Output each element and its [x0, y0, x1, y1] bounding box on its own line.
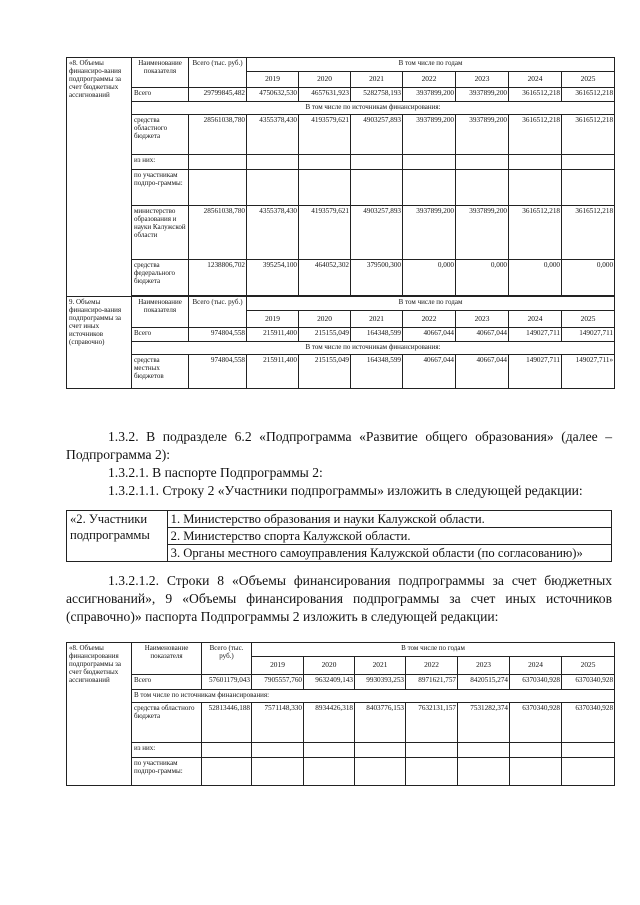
value-cell: 215155,049 — [299, 328, 351, 342]
value-cell: 164348,599 — [351, 355, 403, 389]
value-cell: 3616512,218 — [562, 206, 615, 260]
by-sources-row: В том числе по источникам финансирования: — [132, 342, 615, 355]
name-header: Наименование показателя — [132, 297, 189, 328]
value-cell: 0,000 — [562, 260, 615, 296]
value-cell: 3616512,218 — [509, 115, 562, 155]
row-label: Всего — [132, 328, 189, 342]
value-cell: 4657631,923 — [299, 88, 351, 102]
row-label: средства местных бюджетов — [132, 355, 189, 389]
paragraph-1-3-2-1: 1.3.2.1. В паспорте Подпрограммы 2: — [108, 465, 323, 480]
financing-table-bottom — [66, 642, 615, 786]
value-cell: 3937899,200 — [456, 115, 509, 155]
section-8-label: «8. Объемы финансирования подпрограммы за счет бюджетных ассигнований — [67, 643, 132, 786]
value-cell: 149027,711 — [509, 355, 562, 389]
value-cell: 379500,300 — [351, 260, 403, 296]
value-cell: 3937899,200 — [456, 88, 509, 102]
table-row — [67, 703, 615, 743]
year-cell: 2021 — [355, 657, 406, 675]
value-cell: 149027,711 — [509, 328, 562, 342]
value-cell: 40667,044 — [403, 328, 456, 342]
total-header: Всего (тыс. руб.) — [189, 297, 247, 328]
year-cell: 2020 — [299, 72, 351, 88]
total-cell: 974804,558 — [189, 328, 247, 342]
value-cell: 3937899,200 — [403, 88, 456, 102]
year-cell: 2019 — [247, 311, 299, 328]
value-cell: 9930393,253 — [355, 675, 406, 690]
year-cell: 2022 — [406, 657, 458, 675]
section-8-label: «8. Объемы финансиро-вания подпрограммы за счет бюджетных ассигнований — [67, 58, 132, 297]
value-cell: 4355378,430 — [247, 206, 299, 260]
row-label: министерство образования и науки Калужской области — [132, 206, 189, 260]
total-cell: 28561038,780 — [189, 206, 247, 260]
total-cell: 974804,558 — [189, 355, 247, 389]
total-cell: 28561038,780 — [189, 115, 247, 155]
total-cell: 57601179,043 — [202, 675, 252, 690]
by-sources-row: В том числе по источникам финансирования: — [132, 102, 615, 115]
value-cell: 40667,044 — [456, 355, 509, 389]
by-years-header: В том числе по годам — [252, 643, 615, 657]
value-cell: 9632409,143 — [304, 675, 355, 690]
by-participants-label: по участникам подпро-граммы: — [132, 758, 202, 786]
of-them-label: из них: — [132, 743, 202, 758]
value-cell: 7571148,330 — [252, 703, 304, 743]
value-cell: 3616512,218 — [509, 88, 562, 102]
year-cell: 2024 — [509, 311, 562, 328]
by-years-header: В том числе по годам — [247, 297, 615, 311]
year-cell: 2022 — [403, 72, 456, 88]
value-cell: 4903257,893 — [351, 206, 403, 260]
value-cell: 3937899,200 — [456, 206, 509, 260]
row-label: Всего — [132, 88, 189, 102]
total-cell: 52813446,188 — [202, 703, 252, 743]
year-cell: 2025 — [562, 311, 615, 328]
row-label: средства федерального бюджета — [132, 260, 189, 296]
year-cell: 2025 — [562, 657, 615, 675]
table-row — [67, 115, 615, 155]
paragraph-1-3-2-1-2: 1.3.2.1.2. Строки 8 «Объемы финансирования подпрограммы за счет бюджетных ассигнований», 9 «Объемы финансирования подпрограммы за счет иных источников (справочно)» паспорта Подпрограммы 2 изложить в следующей редакции: — [66, 573, 612, 624]
value-cell: 3937899,200 — [403, 115, 456, 155]
value-cell: 7632131,157 — [406, 703, 458, 743]
participant-item: 1. Министерство образования и науки Калужской области. — [168, 511, 611, 528]
participant-item: 3. Органы местного самоуправления Калужской области (по согласованию)» — [170, 546, 583, 560]
year-cell: 2023 — [458, 657, 510, 675]
participants-label: «2. Участники подпрограммы — [67, 511, 168, 562]
year-cell: 2019 — [252, 657, 304, 675]
value-cell: 215155,049 — [299, 355, 351, 389]
financing-table-top — [66, 57, 615, 389]
value-cell: 0,000 — [509, 260, 562, 296]
value-cell: 3616512,218 — [562, 88, 615, 102]
by-participants-label: по участникам подпро-граммы: — [132, 170, 189, 206]
year-cell: 2023 — [456, 311, 509, 328]
table-row — [67, 675, 615, 690]
value-cell: 6370340,928 — [510, 675, 562, 690]
table-row — [67, 328, 615, 342]
value-cell: 8403776,153 — [355, 703, 406, 743]
value-cell: 4750632,530 — [247, 88, 299, 102]
row-label: средства областного бюджета — [132, 703, 202, 743]
value-cell: 149027,711» — [562, 355, 615, 389]
participants-table — [66, 510, 612, 562]
value-cell: 4903257,893 — [351, 115, 403, 155]
total-header: Всего (тыс. руб.) — [189, 58, 247, 88]
year-cell: 2021 — [351, 311, 403, 328]
year-cell: 2024 — [510, 657, 562, 675]
year-cell: 2024 — [509, 72, 562, 88]
value-cell: 40667,044 — [456, 328, 509, 342]
value-cell: 6370340,928 — [562, 703, 615, 743]
table-row — [67, 206, 615, 260]
year-cell: 2019 — [247, 72, 299, 88]
value-cell: 164348,599 — [351, 328, 403, 342]
year-cell: 2025 — [562, 72, 615, 88]
total-cell: 29799845,482 — [189, 88, 247, 102]
name-header: Наименование показателя — [132, 58, 189, 88]
table-row — [67, 355, 615, 389]
name-header: Наименование показателя — [132, 643, 202, 675]
by-sources-row: В том числе по источникам финансирования: — [132, 690, 615, 703]
value-cell: 0,000 — [403, 260, 456, 296]
value-cell: 40667,044 — [403, 355, 456, 389]
value-cell: 3616512,218 — [509, 206, 562, 260]
row-label: средства областного бюджета — [132, 115, 189, 155]
year-cell: 2020 — [304, 657, 355, 675]
value-cell: 3616512,218 — [562, 115, 615, 155]
value-cell: 464052,302 — [299, 260, 351, 296]
value-cell: 6370340,928 — [510, 703, 562, 743]
value-cell: 4355378,430 — [247, 115, 299, 155]
value-cell: 4193579,621 — [299, 115, 351, 155]
value-cell: 0,000 — [456, 260, 509, 296]
table-row — [67, 88, 615, 102]
value-cell: 3937899,200 — [403, 206, 456, 260]
total-cell: 1238806,702 — [189, 260, 247, 296]
year-cell: 2020 — [299, 311, 351, 328]
year-cell: 2022 — [403, 311, 456, 328]
participant-item: 2. Министерство спорта Калужской области. — [168, 528, 611, 545]
value-cell: 7905557,760 — [252, 675, 304, 690]
participants-list — [167, 511, 611, 562]
paragraph-1-3-2-1-1: 1.3.2.1.1. Строку 2 «Участники подпрограммы» изложить в следующей редакции: — [108, 483, 583, 498]
section-9-label: 9. Объемы финансиро-вания подпрограммы за счет иных источников (справочно) — [67, 297, 132, 389]
of-them-label: из них: — [132, 155, 189, 170]
year-cell: 2023 — [456, 72, 509, 88]
value-cell: 215911,400 — [247, 328, 299, 342]
value-cell: 215911,400 — [247, 355, 299, 389]
value-cell: 395254,100 — [247, 260, 299, 296]
value-cell: 8971621,757 — [406, 675, 458, 690]
value-cell: 8420515,274 — [458, 675, 510, 690]
value-cell: 149027,711 — [562, 328, 615, 342]
year-cell: 2021 — [351, 72, 403, 88]
by-years-header: В том числе по годам — [247, 58, 615, 72]
row-label: Всего — [132, 675, 202, 690]
value-cell: 7531282,374 — [458, 703, 510, 743]
value-cell: 4193579,621 — [299, 206, 351, 260]
total-header: Всего (тыс. руб.) — [202, 643, 252, 675]
value-cell: 6370340,928 — [562, 675, 615, 690]
value-cell: 8934426,318 — [304, 703, 355, 743]
table-row — [67, 260, 615, 296]
paragraph-1-3-2: 1.3.2. В подразделе 6.2 «Подпрограмма «Развитие общего образования» (далее – Подпрограмма 2): — [66, 429, 612, 462]
value-cell: 5282758,193 — [351, 88, 403, 102]
